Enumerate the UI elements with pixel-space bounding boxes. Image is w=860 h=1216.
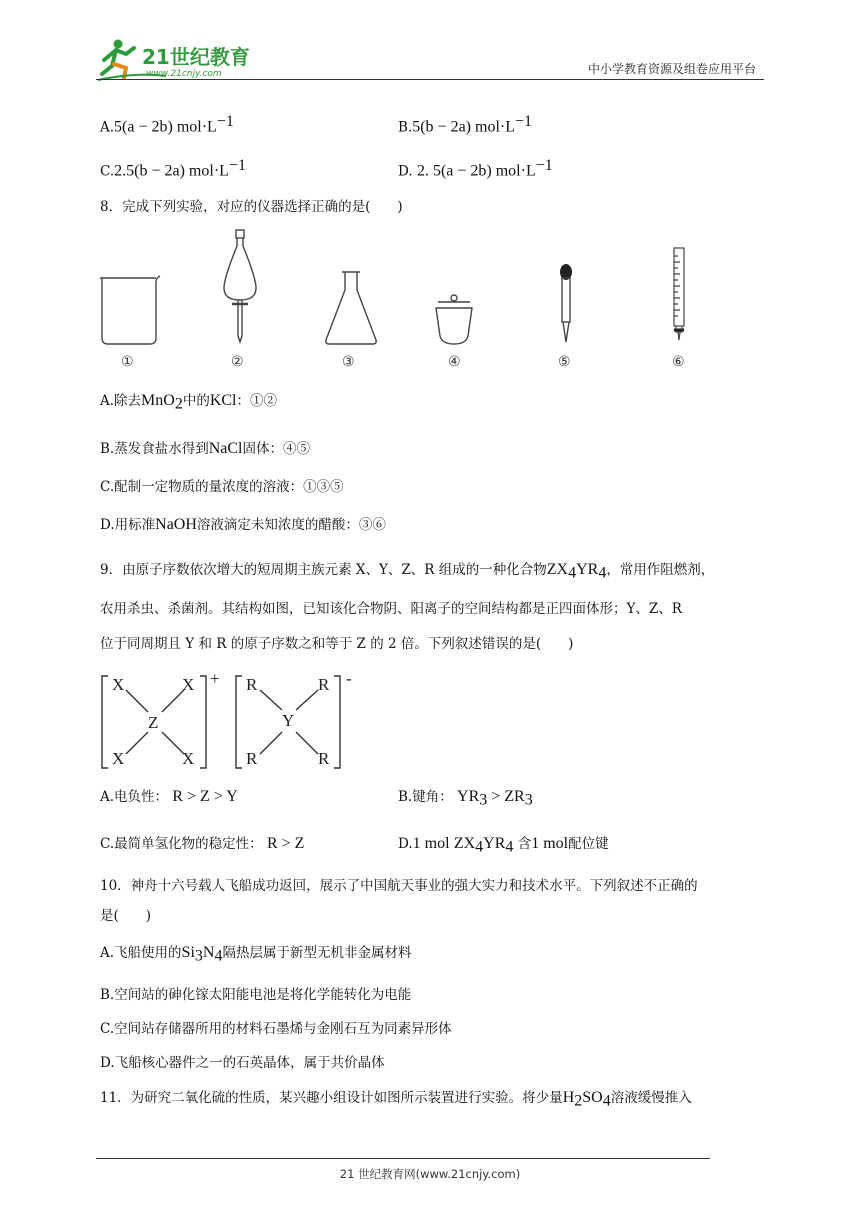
beaker-icon bbox=[100, 276, 160, 344]
q8-option-d: D.用标准NaOH溶液滴定未知浓度的醋酸：③⑥ bbox=[100, 516, 386, 533]
q10-option-d: D.飞船核心器件之一的石英晶体，属于共价晶体 bbox=[100, 1055, 385, 1071]
q8-stem: 8．完成下列实验，对应的仪器选择正确的是( ) bbox=[100, 199, 403, 215]
conical-flask-icon bbox=[326, 272, 376, 344]
q9-option-a: A.电负性： R > Z > Y bbox=[100, 788, 238, 805]
q9-stem-line3: 位于同周期且 Y 和 R 的原子序数之和等于 Z 的 2 倍。下列叙述错误的是( ) bbox=[100, 636, 574, 652]
q10-stem-line2: 是( ) bbox=[100, 908, 152, 924]
q10-stem-line1: 10．神舟十六号载人飞船成功返回，展示了中国航天事业的强大实力和技术水平。下列叙述不正确的 bbox=[100, 878, 698, 894]
q9-option-c: C.最简单氢化物的稳定性： R > Z bbox=[100, 835, 305, 852]
q8-option-a: A.除去MnO$_2$中的KCl：①② bbox=[100, 392, 277, 413]
footer-text: 21 世纪教育网(www.21cnjy.com) bbox=[339, 1167, 521, 1181]
cation-charge: + bbox=[210, 669, 220, 688]
q9-option-d: D.1 mol $ZX_4YR_4$ 含1 mol配位键 bbox=[398, 835, 609, 856]
footer-divider bbox=[96, 1158, 710, 1159]
cation-ligand-tr: X bbox=[182, 675, 195, 694]
q8-apparatus-figure bbox=[96, 228, 716, 374]
cation-ligand-tl: X bbox=[112, 675, 125, 694]
header-platform-text: 中小学教育资源及组卷应用平台 bbox=[587, 62, 756, 76]
q10-option-b: B.空间站的砷化镓太阳能电池是将化学能转化为电能 bbox=[100, 987, 412, 1003]
dropper-icon bbox=[560, 264, 572, 342]
logo-21cnjy bbox=[96, 36, 266, 82]
q7-option-a: A.5(a − 2b) $mol\cdot L^{-1}$ bbox=[100, 113, 234, 136]
separatory-funnel-icon bbox=[224, 230, 256, 342]
apparatus-label-6: ⑥ bbox=[672, 354, 685, 370]
q7-option-c: C.2.5(b − 2a) $mol\cdot L^{-1}$ bbox=[100, 157, 246, 180]
anion-center: Y bbox=[282, 711, 295, 730]
logo-url: www.21cnjy.com bbox=[146, 69, 222, 79]
q9-option-b: B.键角： $YR_3 > ZR_3$ bbox=[398, 788, 533, 809]
q9-stem-line2: 农用杀虫、杀菌剂。其结构如图，已知该化合物阴、阳离子的空间结构都是正四面体形；Y、Z、R bbox=[100, 601, 682, 617]
q9-structure-figure bbox=[96, 668, 366, 774]
anion-bracket-right bbox=[334, 676, 340, 768]
q8-option-c: C.配制一定物质的量浓度的溶液：①③⑤ bbox=[100, 479, 344, 495]
apparatus-label-3: ③ bbox=[342, 354, 355, 370]
q7-option-d: D. 2. 5(a − 2b) $mol\cdot L^{-1}$ bbox=[398, 157, 553, 180]
q8-option-b: B.蒸发食盐水得到NaCl固体：④⑤ bbox=[100, 440, 310, 457]
logo-text: 21世纪教育 bbox=[142, 45, 250, 69]
apparatus-label-2: ② bbox=[231, 354, 244, 370]
anion-ligand-bl: R bbox=[246, 749, 258, 768]
crucible-icon bbox=[436, 295, 472, 344]
apparatus-label-5: ⑤ bbox=[558, 354, 571, 370]
q11-stem: 11．为研究二氧化硫的性质，某兴趣小组设计如图所示装置进行实验。将少量$H_2SO_4$溶液缓慢推入 bbox=[100, 1089, 692, 1110]
cation-bracket-right bbox=[200, 676, 206, 768]
header-divider bbox=[96, 79, 764, 80]
cation-ligand-br: X bbox=[182, 749, 195, 768]
cation-bracket-left bbox=[102, 676, 108, 768]
anion-charge: - bbox=[346, 669, 352, 688]
q7-option-b: B.5(b − 2a) $mol\cdot L^{-1}$ bbox=[398, 113, 533, 136]
q10-option-a: A.飞船使用的$Si_3N_4$隔热层属于新型无机非金属材料 bbox=[100, 944, 412, 965]
apparatus-label-1: ① bbox=[121, 354, 134, 370]
anion-ligand-tl: R bbox=[246, 675, 258, 694]
cation-ligand-bl: X bbox=[112, 749, 125, 768]
q9-stem-line1: 9．由原子序数依次增大的短周期主族元素 X、Y、Z、R 组成的一种化合物$ZX_4YR_4$，常用作阻燃剂， bbox=[100, 561, 715, 582]
apparatus-label-4: ④ bbox=[448, 354, 461, 370]
anion-ligand-tr: R bbox=[318, 675, 330, 694]
anion-bracket-left bbox=[236, 676, 242, 768]
anion-ligand-br: R bbox=[318, 749, 330, 768]
q10-option-c: C.空间站存储器所用的材料石墨烯与金刚石互为同素异形体 bbox=[100, 1021, 452, 1037]
burette-icon bbox=[674, 248, 684, 340]
cation-center: Z bbox=[148, 713, 159, 732]
